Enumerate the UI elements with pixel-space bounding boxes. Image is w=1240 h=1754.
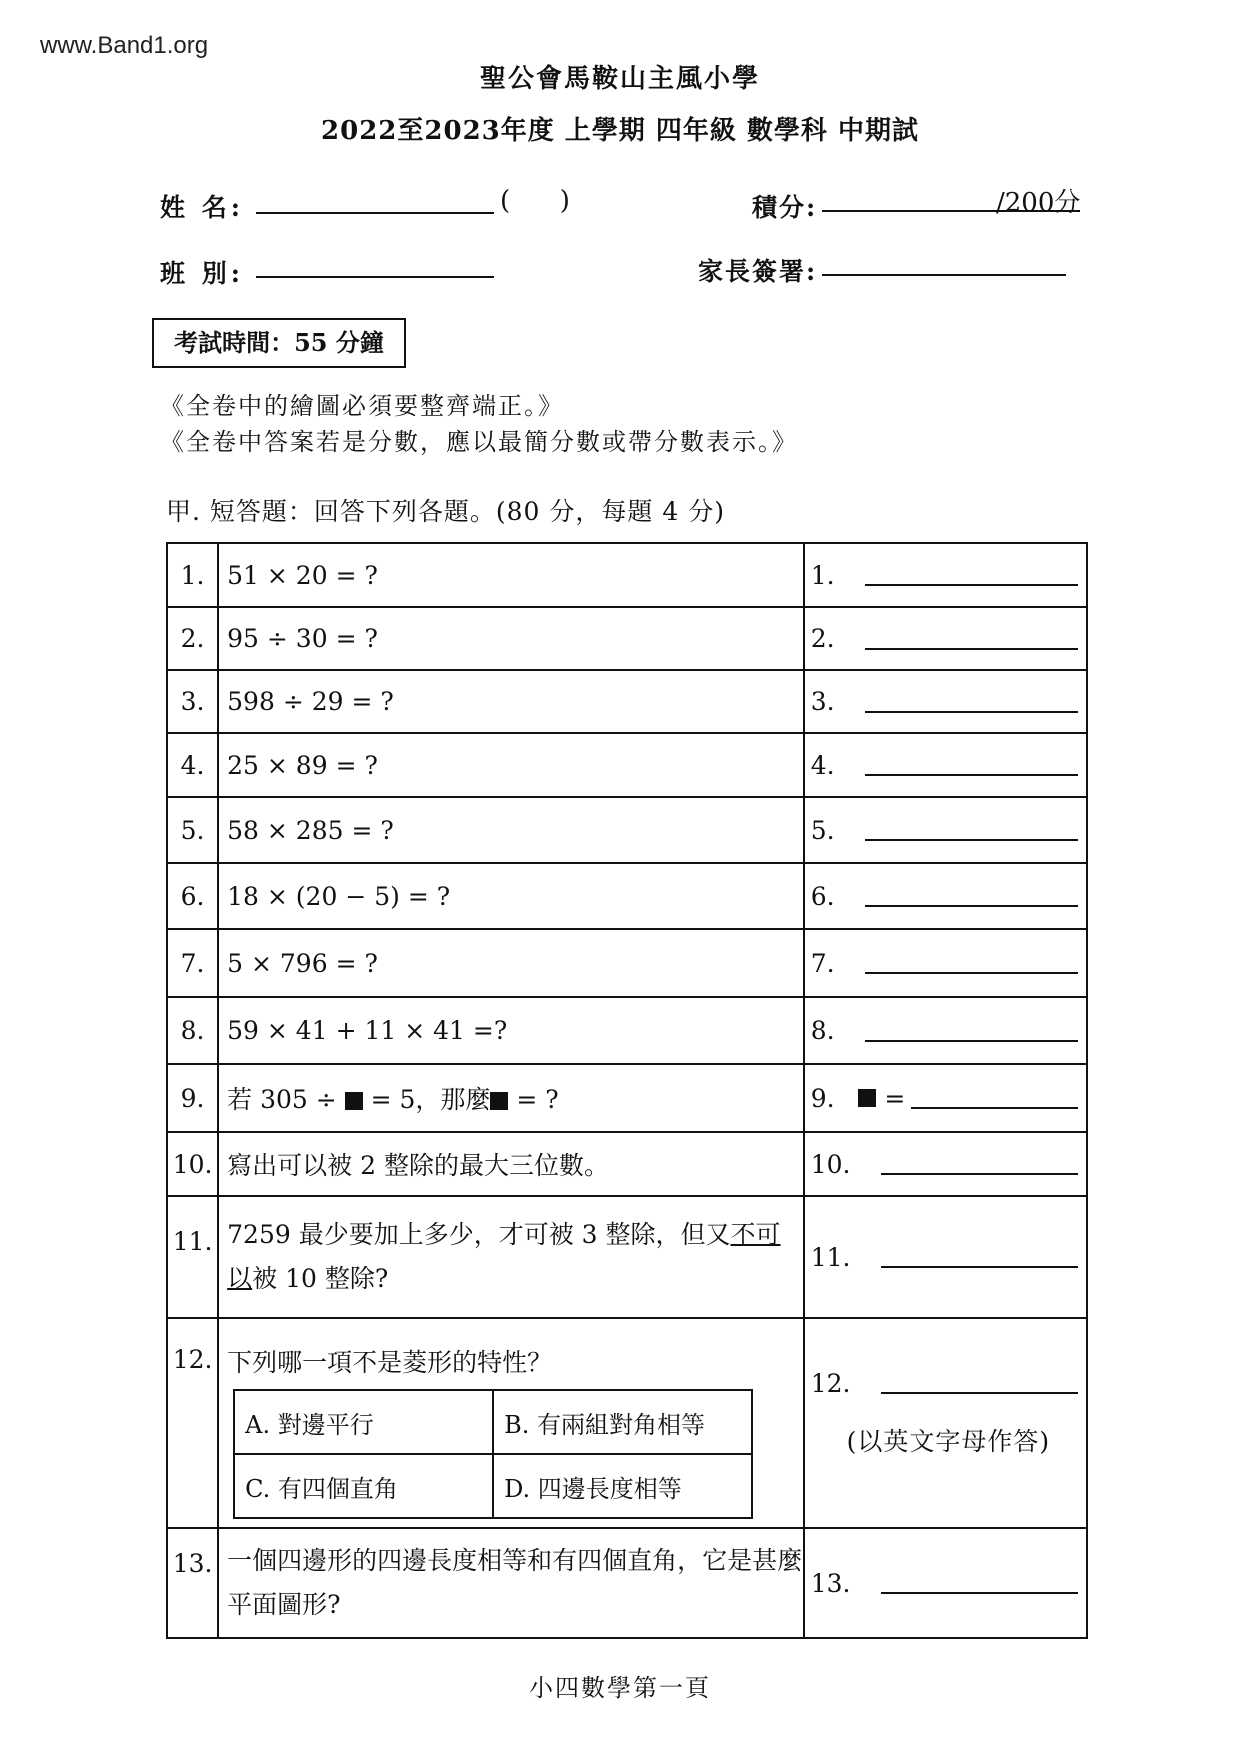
answer-number: 4. xyxy=(810,750,835,780)
name-label: 姓 名: xyxy=(160,193,244,222)
question-text xyxy=(218,1064,804,1132)
class-number-paren: ( ) xyxy=(500,186,570,216)
option-c: C. 有四個直角 xyxy=(234,1454,493,1518)
answer-number: 11. xyxy=(810,1242,851,1272)
answer-number: 3. xyxy=(810,687,835,716)
question-number: 11. xyxy=(167,1196,218,1318)
answer-number: 10. xyxy=(810,1149,851,1179)
question-text: 寫出可以被 2 整除的最大三位數。 xyxy=(218,1132,804,1196)
exam-time-box: 考試時間：55 分鐘 xyxy=(152,318,406,368)
unknown-square-icon xyxy=(345,1092,363,1110)
answer-number: 13. xyxy=(810,1568,851,1598)
options-row xyxy=(234,1390,752,1454)
answer-number: 6. xyxy=(810,881,835,911)
table-row xyxy=(167,929,1087,997)
parent-sign-label: 家長簽署: xyxy=(698,257,818,286)
answer-line[interactable] xyxy=(865,952,1078,974)
table-row xyxy=(167,1318,1087,1528)
answer-line[interactable] xyxy=(881,1372,1078,1394)
question-text-underlined: 不可以 xyxy=(227,1220,781,1293)
answer-line[interactable] xyxy=(865,819,1078,841)
exam-title: 2022至2023年度 上學期 四年級 數學科 中期試 xyxy=(321,116,919,146)
section-a-heading: 甲. 短答題：回答下列各題。(80 分，每題 4 分) xyxy=(166,497,725,526)
answer-number: 12. xyxy=(810,1368,851,1398)
answer-equals: = xyxy=(884,1083,906,1113)
answer-cell[interactable] xyxy=(804,670,1087,733)
table-row xyxy=(167,733,1087,797)
score-total: /200分 xyxy=(996,188,1081,218)
question-text-part: = ? xyxy=(508,1085,559,1114)
question-number: 12. xyxy=(167,1318,218,1528)
question-text: 95 ÷ 30 = ? xyxy=(218,607,804,670)
question-number: 1. xyxy=(167,543,218,607)
answer-line[interactable] xyxy=(881,1246,1078,1268)
question-number: 5. xyxy=(167,797,218,863)
question-number: 2. xyxy=(167,607,218,670)
answer-hint: (以英文字母作答) xyxy=(846,1426,1051,1456)
question-text: 58 × 285 = ? xyxy=(218,797,804,863)
answer-line[interactable] xyxy=(911,1087,1078,1109)
parent-sign-line xyxy=(822,274,1066,276)
question-number: 6. xyxy=(167,863,218,929)
answer-cell[interactable] xyxy=(804,997,1087,1064)
score-label: 積分: xyxy=(752,193,818,222)
answer-cell[interactable] xyxy=(804,1528,1087,1638)
table-row xyxy=(167,1528,1087,1638)
table-row xyxy=(167,863,1087,929)
option-d: D. 四邊長度相等 xyxy=(493,1454,752,1518)
question-text xyxy=(218,1318,804,1528)
answer-line[interactable] xyxy=(865,1020,1078,1042)
question-text: 25 × 89 = ? xyxy=(218,733,804,797)
watermark: www.Band1.org xyxy=(40,32,209,59)
note-fraction: 《全卷中答案若是分數，應以最簡分數或帶分數表示。》 xyxy=(160,428,798,456)
question-text: 59 × 41 + 11 × 41 =? xyxy=(218,997,804,1064)
table-row xyxy=(167,1196,1087,1318)
answer-cell[interactable] xyxy=(804,863,1087,929)
answer-cell[interactable] xyxy=(804,1064,1087,1132)
answer-cell[interactable] xyxy=(804,543,1087,607)
note-drawing: 《全卷中的繪圖必須要整齊端正。》 xyxy=(160,392,564,420)
name-line xyxy=(256,212,494,214)
unknown-square-icon xyxy=(858,1089,876,1107)
table-row xyxy=(167,670,1087,733)
answer-number: 5. xyxy=(810,815,835,845)
school-name: 聖公會馬鞍山主風小學 xyxy=(479,64,760,94)
answer-line[interactable] xyxy=(865,564,1078,586)
options-table xyxy=(233,1389,753,1519)
question-text: 5 × 796 = ? xyxy=(218,929,804,997)
question-number: 8. xyxy=(167,997,218,1064)
table-row xyxy=(167,1132,1087,1196)
question-text-part: 被 10 整除? xyxy=(252,1264,389,1293)
question-number: 3. xyxy=(167,670,218,733)
answer-cell[interactable] xyxy=(804,1318,1087,1528)
table-row xyxy=(167,997,1087,1064)
answer-cell[interactable] xyxy=(804,733,1087,797)
question-text xyxy=(218,1196,804,1318)
answer-cell[interactable] xyxy=(804,797,1087,863)
question-text: 598 ÷ 29 = ? xyxy=(218,670,804,733)
question-number: 13. xyxy=(167,1528,218,1638)
question-text: 一個四邊形的四邊長度相等和有四個直角，它是甚麼平面圖形? xyxy=(218,1528,804,1638)
answer-cell[interactable] xyxy=(804,929,1087,997)
question-text: 18 × (20 − 5) = ? xyxy=(218,863,804,929)
answer-number: 9. xyxy=(810,1083,835,1113)
table-row xyxy=(167,607,1087,670)
question-number: 4. xyxy=(167,733,218,797)
option-a: A. 對邊平行 xyxy=(234,1390,493,1454)
question-text: 51 × 20 = ? xyxy=(218,543,804,607)
question-text-part: 7259 最少要加上多少，才可被 3 整除，但又 xyxy=(227,1220,731,1249)
question-text-part: 若 305 ÷ xyxy=(227,1085,345,1114)
question-number: 9. xyxy=(167,1064,218,1132)
answer-line[interactable] xyxy=(865,691,1078,713)
answer-line[interactable] xyxy=(865,754,1078,776)
answer-number: 2. xyxy=(810,624,835,653)
table-row xyxy=(167,543,1087,607)
table-row xyxy=(167,1064,1087,1132)
answer-number: 7. xyxy=(810,948,835,978)
question-table xyxy=(166,542,1088,1639)
question-text-part: 下列哪一項不是菱形的特性？ xyxy=(227,1348,553,1377)
question-number: 10. xyxy=(167,1132,218,1196)
table-row xyxy=(167,797,1087,863)
answer-line[interactable] xyxy=(865,628,1078,650)
question-number: 7. xyxy=(167,929,218,997)
answer-number: 8. xyxy=(810,1016,835,1045)
answer-cell[interactable] xyxy=(804,607,1087,670)
answer-line[interactable] xyxy=(881,1572,1078,1594)
options-row xyxy=(234,1454,752,1518)
answer-cell[interactable] xyxy=(804,1196,1087,1318)
page-footer: 小四數學第一頁 xyxy=(529,1674,711,1702)
option-b: B. 有兩組對角相等 xyxy=(493,1390,752,1454)
answer-number: 1. xyxy=(810,560,835,590)
unknown-square-icon xyxy=(490,1092,508,1110)
class-label: 班 別: xyxy=(160,259,244,288)
answer-line[interactable] xyxy=(881,1153,1078,1175)
question-text-part: = 5，那麼 xyxy=(362,1085,491,1114)
answer-cell[interactable] xyxy=(804,1132,1087,1196)
answer-line[interactable] xyxy=(865,885,1078,907)
class-line xyxy=(256,276,494,278)
